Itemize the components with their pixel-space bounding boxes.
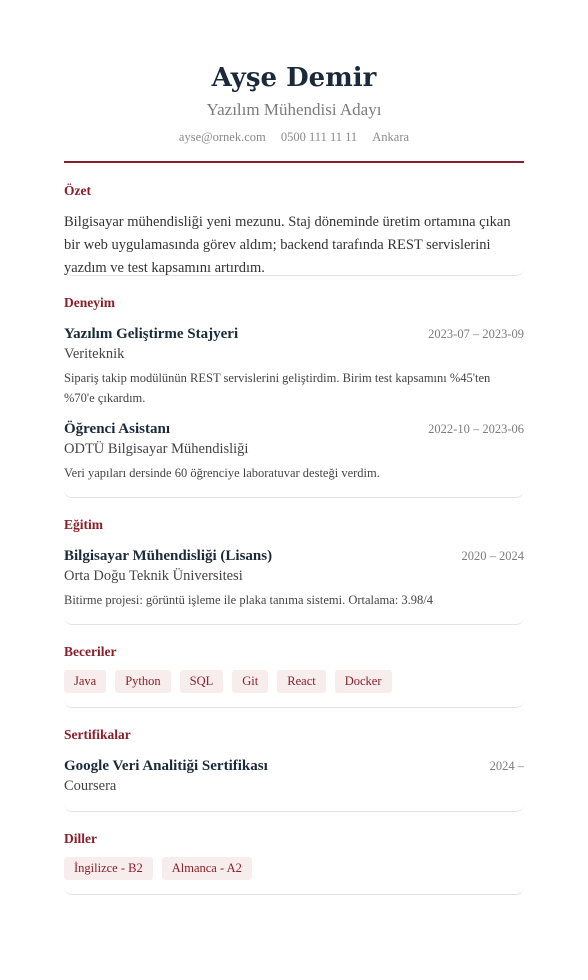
skill-tag: Java	[64, 670, 106, 693]
experience-section	[64, 276, 524, 498]
certificate-entry	[64, 756, 524, 796]
contact-email[interactable]: ayse@ornek.com	[178, 130, 266, 144]
entry-date: 2024 –	[489, 759, 524, 773]
languages-tags	[64, 857, 524, 880]
section-title: Özet	[64, 183, 91, 198]
section-title: Diller	[64, 831, 97, 846]
certificates-section	[64, 708, 524, 812]
entry-school: Orta Doğu Teknik Üniversitesi	[64, 568, 243, 584]
entry-description: Veri yapıları dersinde 60 öğrenciye laboratuvar desteği verdim.	[64, 466, 380, 480]
entry-degree: Bilgisayar Mühendisliği (Lisans)	[64, 548, 273, 564]
education-section	[64, 498, 524, 625]
entry-company: ODTÜ Bilgisayar Mühendisliği	[64, 441, 249, 457]
summary-text: Bilgisayar mühendisliği yeni mezunu. Staj döneminde üretim ortamına çıkan bir web uygulamasında görev aldım; backend tarafında REST servislerini yazdım ve test kapsamını artırdım.	[64, 214, 511, 276]
entry-description: Sipariş takip modülünün REST servislerini geliştirdim. Birim test kapsamını %45'ten %70'e çıkardım.	[64, 371, 491, 405]
entry-date: 2023-07 – 2023-09	[428, 327, 524, 341]
skill-tag: Docker	[335, 670, 392, 693]
section-title: Sertifikalar	[64, 727, 131, 742]
candidate-role: Yazılım Mühendisi Adayı	[206, 100, 382, 119]
entry-company: Veriteknik	[64, 346, 125, 362]
skills-section	[64, 625, 524, 708]
skill-tag: React	[277, 670, 325, 693]
entry-date: 2020 – 2024	[461, 549, 524, 563]
education-entry	[64, 546, 524, 610]
certificate-name: Google Veri Analitiği Sertifikası	[64, 758, 268, 774]
section-title: Deneyim	[64, 295, 115, 310]
entry-position: Yazılım Geliştirme Stajyeri	[64, 326, 239, 342]
section-title: Beceriler	[64, 644, 117, 659]
experience-entry	[64, 419, 524, 483]
contact-line	[64, 129, 524, 145]
contact-phone[interactable]: 0500 111 11 11	[280, 130, 358, 144]
resume-header	[64, 0, 524, 163]
skill-tag: Python	[115, 670, 170, 693]
language-tag: İngilizce - B2	[64, 857, 153, 880]
entry-description: Bitirme projesi: görüntü işleme ile plaka tanıma sistemi. Ortalama: 3.98/4	[64, 593, 434, 607]
contact-city: Ankara	[372, 130, 410, 144]
skill-tag: Git	[232, 670, 268, 693]
candidate-name: Ayşe Demir	[211, 63, 377, 93]
language-tag: Almanca - A2	[162, 857, 252, 880]
entry-position: Öğrenci Asistanı	[64, 421, 170, 437]
certificate-issuer: Coursera	[64, 778, 117, 794]
summary-section	[64, 163, 524, 276]
skill-tag: SQL	[180, 670, 224, 693]
languages-section	[64, 812, 524, 895]
skills-tags	[64, 670, 524, 693]
entry-date: 2022-10 – 2023-06	[428, 422, 524, 436]
section-title: Eğitim	[64, 517, 103, 532]
resume-page	[64, 0, 524, 895]
experience-entry	[64, 324, 524, 408]
